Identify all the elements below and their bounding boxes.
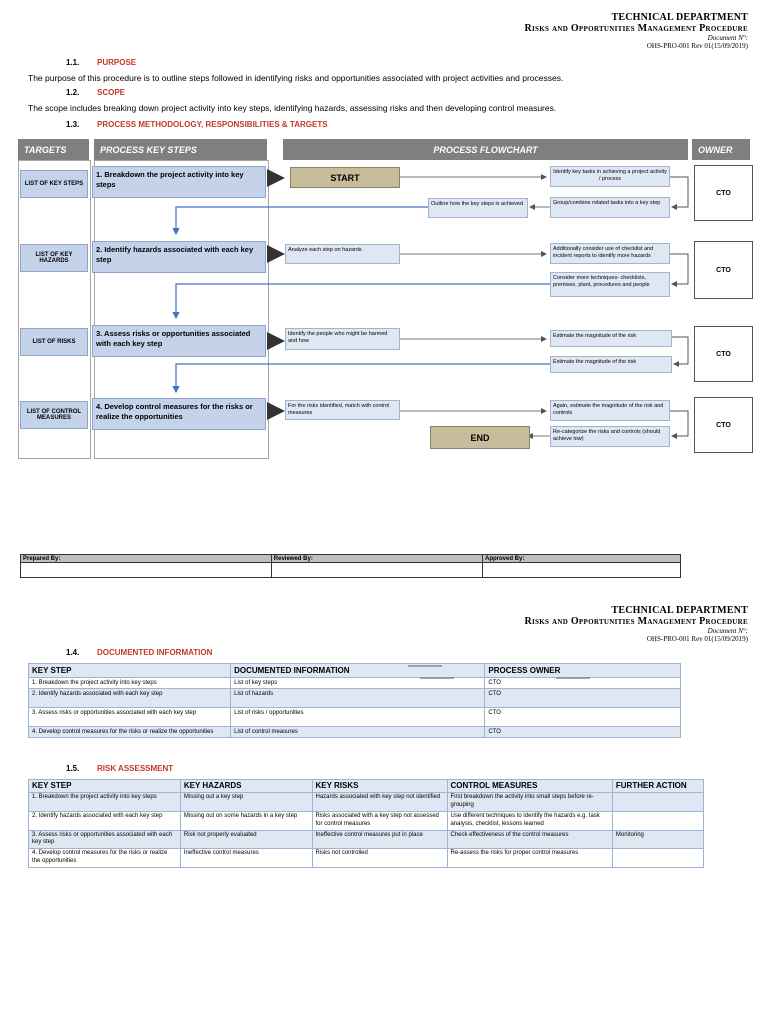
- document-number-label: Document N°:: [707, 627, 748, 635]
- table-cell: List of control measures: [231, 727, 485, 738]
- targets-column-header: TARGETS: [18, 139, 89, 160]
- col-key-hazards: KEY HAZARDS: [180, 780, 312, 793]
- flow-box-checklist: Additionally consider use of checklist and incident reports to identify more hazards: [550, 243, 670, 264]
- table-cell: [612, 793, 703, 812]
- table-cell: 4. Develop control measures for the risks or realize the opportunities: [29, 849, 181, 868]
- end-terminal: END: [430, 426, 530, 449]
- owner-box-3: CTO: [694, 326, 753, 382]
- document-number-label: Document N°:: [707, 34, 748, 42]
- table-cell: List of risks / opportunities: [231, 708, 485, 727]
- table-cell: 2. Identify hazards associated with each key step: [29, 811, 181, 830]
- target-control-measures: LIST OF CONTROL MEASURES: [20, 401, 88, 429]
- table-row: [29, 708, 681, 727]
- table-cell: Use different techniques to identify the hazards e.g. task analysis, checklist, lessons learned: [447, 811, 612, 830]
- owner-column-header: OWNER: [692, 139, 750, 160]
- col-process-owner: PROCESS OWNER: [485, 664, 681, 678]
- section-title-purpose: PURPOSE: [97, 58, 137, 67]
- section-title-process: PROCESS METHODOLOGY, RESPONSIBILITIES & TARGETS: [97, 120, 328, 129]
- procedure-title: Risks and Opportunities Management Procedure: [524, 23, 748, 34]
- approved-by-label: Approved By:: [482, 555, 680, 563]
- table-cell: Check effectiveness of the control measures: [447, 830, 612, 849]
- step-1-box: 1. Breakdown the project activity into key steps: [92, 166, 266, 198]
- flow-box-estimate-risk: Estimate the magnitude of the risk: [550, 330, 672, 347]
- step-4-box: 4. Develop control measures for the risks or realize the opportunities: [92, 398, 266, 430]
- flow-box-reestimate: Again, estimate the magnitude of the risk and controls: [550, 400, 670, 421]
- table-cell: First breakdown the activity into small steps before re-grouping: [447, 793, 612, 812]
- col-key-step: KEY STEP: [29, 664, 231, 678]
- table-row: [29, 727, 681, 738]
- table-cell: Missing out a key step: [180, 793, 312, 812]
- scope-text: The scope includes breaking down project activity into key steps, identifying hazards, assessing risks and then developing control measures.: [28, 103, 557, 113]
- reviewed-by-label: Reviewed By:: [271, 555, 482, 563]
- flow-box-outline-steps: Outline how the key steps is achieved: [428, 198, 528, 218]
- table-cell: List of hazards: [231, 689, 485, 708]
- section-title-scope: SCOPE: [97, 88, 126, 97]
- col-key-risks: KEY RISKS: [312, 780, 447, 793]
- table-row: [29, 811, 704, 830]
- section-number: 1.5.: [66, 764, 80, 773]
- target-key-hazards: LIST OF KEY HAZARDS: [20, 244, 88, 272]
- table-cell: 3. Assess risks or opportunities associated with each key step: [29, 830, 181, 849]
- flow-box-match-controls: For the risks identified, match with control measures: [285, 400, 400, 420]
- flow-box-more-techniques: Consider more techniques- checklists, premises, plant, procedures and people: [550, 272, 670, 297]
- step-3-box: 3. Assess risks or opportunities associated with each key step: [92, 325, 266, 357]
- department-name: TECHNICAL DEPARTMENT: [611, 605, 748, 616]
- department-name: TECHNICAL DEPARTMENT: [611, 12, 748, 23]
- start-terminal: START: [290, 167, 400, 188]
- section-title-documented-info: DOCUMENTED INFORMATION: [97, 648, 213, 657]
- table-cell: Ineffective control measures put in place: [312, 830, 447, 849]
- table-cell: Risk not properly evaluated: [180, 830, 312, 849]
- table-cell: List of key steps: [231, 678, 485, 689]
- prepared-by-label: Prepared By:: [21, 555, 272, 563]
- target-risks: LIST OF RISKS: [20, 328, 88, 356]
- table-row: [29, 830, 704, 849]
- table-cell: Missing out on some hazards in a key step: [180, 811, 312, 830]
- table-cell: 2. Identify hazards associated with each key step: [29, 689, 231, 708]
- col-documented-info: DOCUMENTED INFORMATION: [231, 664, 485, 678]
- section-number: 1.3.: [66, 120, 80, 129]
- section-title-risk-assessment: RISK ASSESSMENT: [97, 764, 174, 773]
- purpose-text: The purpose of this procedure is to outline steps followed in identifying risks and opportunities associated with project activities and processes.: [28, 73, 564, 83]
- table-cell: CTO: [485, 708, 681, 727]
- section-number: 1.2.: [66, 88, 80, 97]
- procedure-title: Risks and Opportunities Management Procedure: [524, 616, 748, 627]
- table-cell: Re-assess the risks for proper control measures: [447, 849, 612, 868]
- owner-box-4: CTO: [694, 397, 753, 453]
- table-cell: [612, 849, 703, 868]
- risk-assessment-table: [28, 779, 704, 868]
- revision-info: OHS-PRO-001 Rev 01(15/09/2019): [646, 42, 748, 50]
- owner-box-1: CTO: [694, 165, 753, 221]
- table-cell: Monitoring: [612, 830, 703, 849]
- step-2-box: 2. Identify hazards associated with each key step: [92, 241, 266, 273]
- owner-box-2: CTO: [694, 241, 753, 299]
- table-row: [29, 849, 704, 868]
- table-cell: Risks not controlled: [312, 849, 447, 868]
- flow-box-recategorize: Re-categorize the risks and controls (should achieve low): [550, 426, 670, 447]
- target-key-steps: LIST OF KEY STEPS: [20, 170, 88, 198]
- table-row: [29, 793, 704, 812]
- flow-box-analyze-hazards: Analyze each step on hazards: [285, 244, 400, 264]
- table-cell: 3. Assess risks or opportunities associated with each key step: [29, 708, 231, 727]
- table-cell: CTO: [485, 678, 681, 689]
- table-cell: 4. Develop control measures for the risks or realize the opportunities: [29, 727, 231, 738]
- flow-box-group-tasks: Group/combine related tasks into a key step: [550, 197, 670, 218]
- flow-box-people-harmed: Identify the people who might be harmed and how: [285, 328, 400, 350]
- section-number: 1.4.: [66, 648, 80, 657]
- col-further-action: FURTHER ACTION: [612, 780, 703, 793]
- table-cell: CTO: [485, 689, 681, 708]
- col-control-measures: CONTROL MEASURES: [447, 780, 612, 793]
- table-cell: 1. Breakdown the project activity into key steps: [29, 793, 181, 812]
- flow-box-identify-tasks: Identify key tasks in achieving a project activity / process: [550, 166, 670, 187]
- section-number: 1.1.: [66, 58, 80, 67]
- table-cell: Hazards associated with key step not identified: [312, 793, 447, 812]
- table-cell: [612, 811, 703, 830]
- col-key-step: KEY STEP: [29, 780, 181, 793]
- flowchart-column-header: PROCESS FLOWCHART: [283, 139, 688, 160]
- flow-box-estimate-risk-2: Estimate the magnitude of the risk: [550, 356, 672, 373]
- table-cell: 1. Breakdown the project activity into key steps: [29, 678, 231, 689]
- table-cell: CTO: [485, 727, 681, 738]
- revision-info: OHS-PRO-001 Rev 01(15/09/2019): [646, 635, 748, 643]
- table-cell: Risks associated with a key step not assessed for control measures: [312, 811, 447, 830]
- table-cell: Ineffective control measures: [180, 849, 312, 868]
- steps-column-header: PROCESS KEY STEPS: [94, 139, 267, 160]
